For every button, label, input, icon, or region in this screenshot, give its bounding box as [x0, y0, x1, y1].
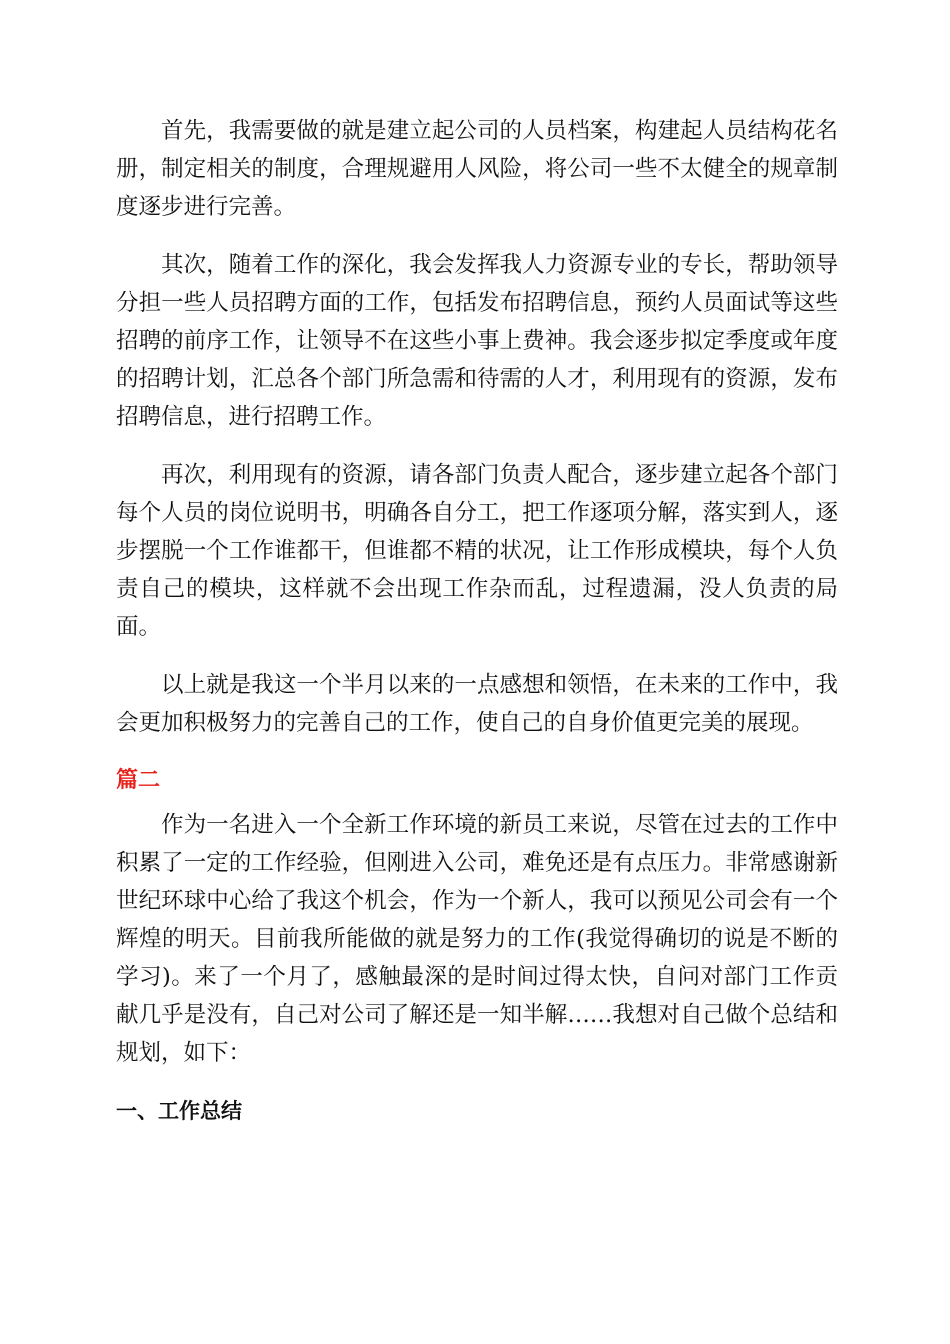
paragraph-second: 其次，随着工作的深化，我会发挥我人力资源专业的专长，帮助领导分担一些人员招聘方面的工作，包括发布招聘信息，预约人员面试等这些招聘的前序工作，让领导不在这些小事上费神。我会逐步拟定季度或年度的招聘计划，汇总各个部门所急需和待需的人才，利用现有的资源，发布招聘信息，进行招聘工作。 — [116, 252, 838, 430]
paragraph-intro: 作为一名进入一个全新工作环境的新员工来说，尽管在过去的工作中积累了一定的工作经验，但刚进入公司，难免还是有点压力。非常感谢新世纪环球中心给了我这个机会，作为一个新人，我可以预见公司会有一个辉煌的明天。目前我所能做的就是努力的工作(我觉得确切的说是不断的学习)。来了一个月了，感触最深的是时间过得太快，自问对部门工作贡献几乎是没有，自己对公司了解还是一知半解……我想对自己做个总结和规划，如下： — [116, 812, 838, 1066]
paragraph-first: 首先，我需要做的就是建立起公司的人员档案，构建起人员结构花名册，制定相关的制度，合理规避用人风险，将公司一些不太健全的规章制度逐步进行完善。 — [116, 118, 838, 220]
paragraph-summary: 以上就是我这一个半月以来的一点感想和领悟，在未来的工作中，我会更加积极努力的完善自己的工作，使自己的自身价值更完美的展现。 — [116, 672, 838, 736]
document-body — [116, 112, 838, 1130]
section-title: 篇二 — [116, 768, 161, 793]
paragraph-third: 再次，利用现有的资源，请各部门负责人配合，逐步建立起各个部门每个人员的岗位说明书，明确各自分工，把工作逐项分解，落实到人，逐步摆脱一个工作谁都干，但谁都不精的状况，让工作形成模块，每个人负责自己的模块，这样就不会出现工作杂而乱，过程遗漏，没人负责的局面。 — [116, 462, 838, 640]
subheading-work-summary: 一、工作总结 — [116, 1099, 242, 1123]
